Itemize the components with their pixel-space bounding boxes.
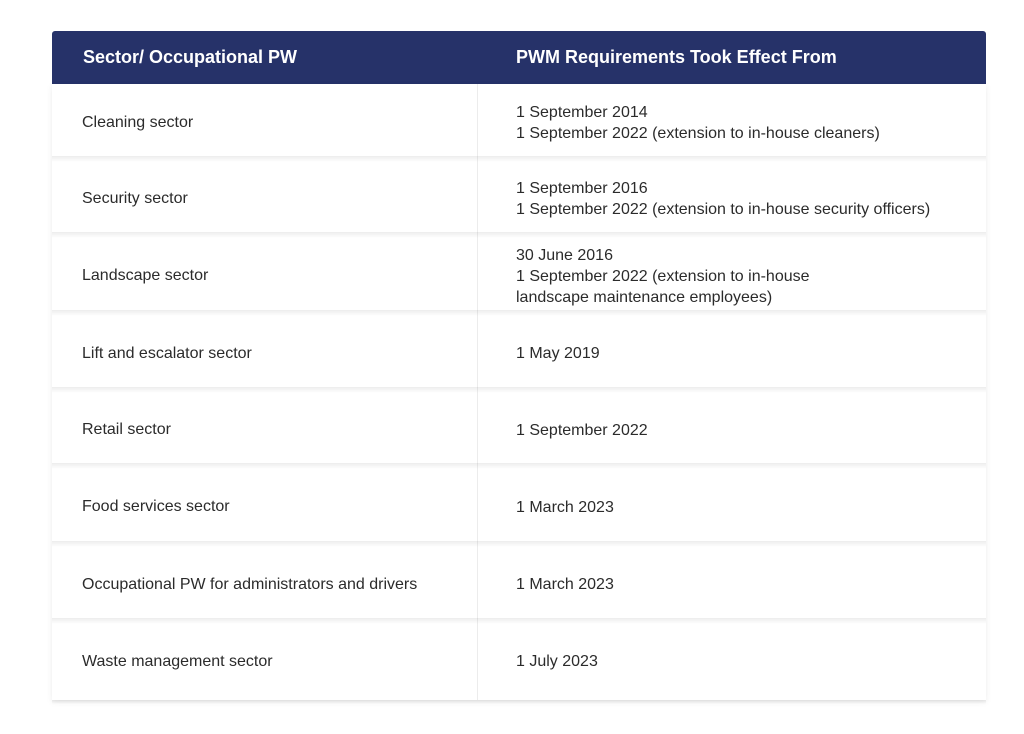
- header-sector: Sector/ Occupational PW: [83, 47, 298, 67]
- date-line: 1 September 2022 (extension to in-house cleaners): [516, 124, 880, 142]
- date-line: 1 May 2019: [516, 345, 600, 362]
- sector-cell: Retail sector: [52, 392, 478, 468]
- sector-cell: Landscape sector: [52, 237, 478, 315]
- table-row: [52, 315, 986, 392]
- table-row: [52, 468, 986, 546]
- date-line: 1 March 2023: [516, 576, 614, 593]
- date-line: 1 March 2023: [516, 498, 614, 516]
- sector-cell: Lift and escalator sector: [52, 315, 478, 392]
- table-row: [52, 623, 986, 700]
- sector-cell: Security sector: [52, 161, 478, 237]
- date-cell: [478, 161, 986, 237]
- table-header: [52, 31, 986, 84]
- date-cell: [478, 468, 986, 546]
- table-row: [52, 392, 986, 468]
- table-row: [52, 237, 986, 315]
- date-line: 1 September 2022: [516, 421, 648, 439]
- date-cell: [478, 237, 986, 315]
- date-line: 1 September 2022 (extension to in-house security officers): [516, 201, 931, 218]
- date-cell: [478, 315, 986, 392]
- date-line: 30 June 2016: [516, 246, 613, 264]
- date-line: landscape maintenance employees): [516, 288, 773, 306]
- date-cell: [478, 623, 986, 700]
- date-cell: [478, 84, 986, 161]
- header-effective-date: PWM Requirements Took Effect From: [516, 47, 837, 67]
- table-body: [52, 84, 986, 700]
- date-line: 1 September 2022 (extension to in-house: [516, 267, 810, 285]
- table-row: [52, 546, 986, 623]
- sector-cell: Occupational PW for administrators and drivers: [52, 546, 478, 623]
- pwm-table: [52, 31, 986, 700]
- date-line: 1 September 2014: [516, 103, 648, 121]
- table-row: [52, 84, 986, 161]
- date-line: 1 July 2023: [516, 653, 598, 670]
- sector-cell: Waste management sector: [52, 623, 478, 700]
- date-cell: [478, 392, 986, 468]
- date-line: 1 September 2016: [516, 180, 648, 197]
- sector-cell: Food services sector: [52, 468, 478, 546]
- table-row: [52, 161, 986, 237]
- date-cell: [478, 546, 986, 623]
- sector-cell: Cleaning sector: [52, 84, 478, 161]
